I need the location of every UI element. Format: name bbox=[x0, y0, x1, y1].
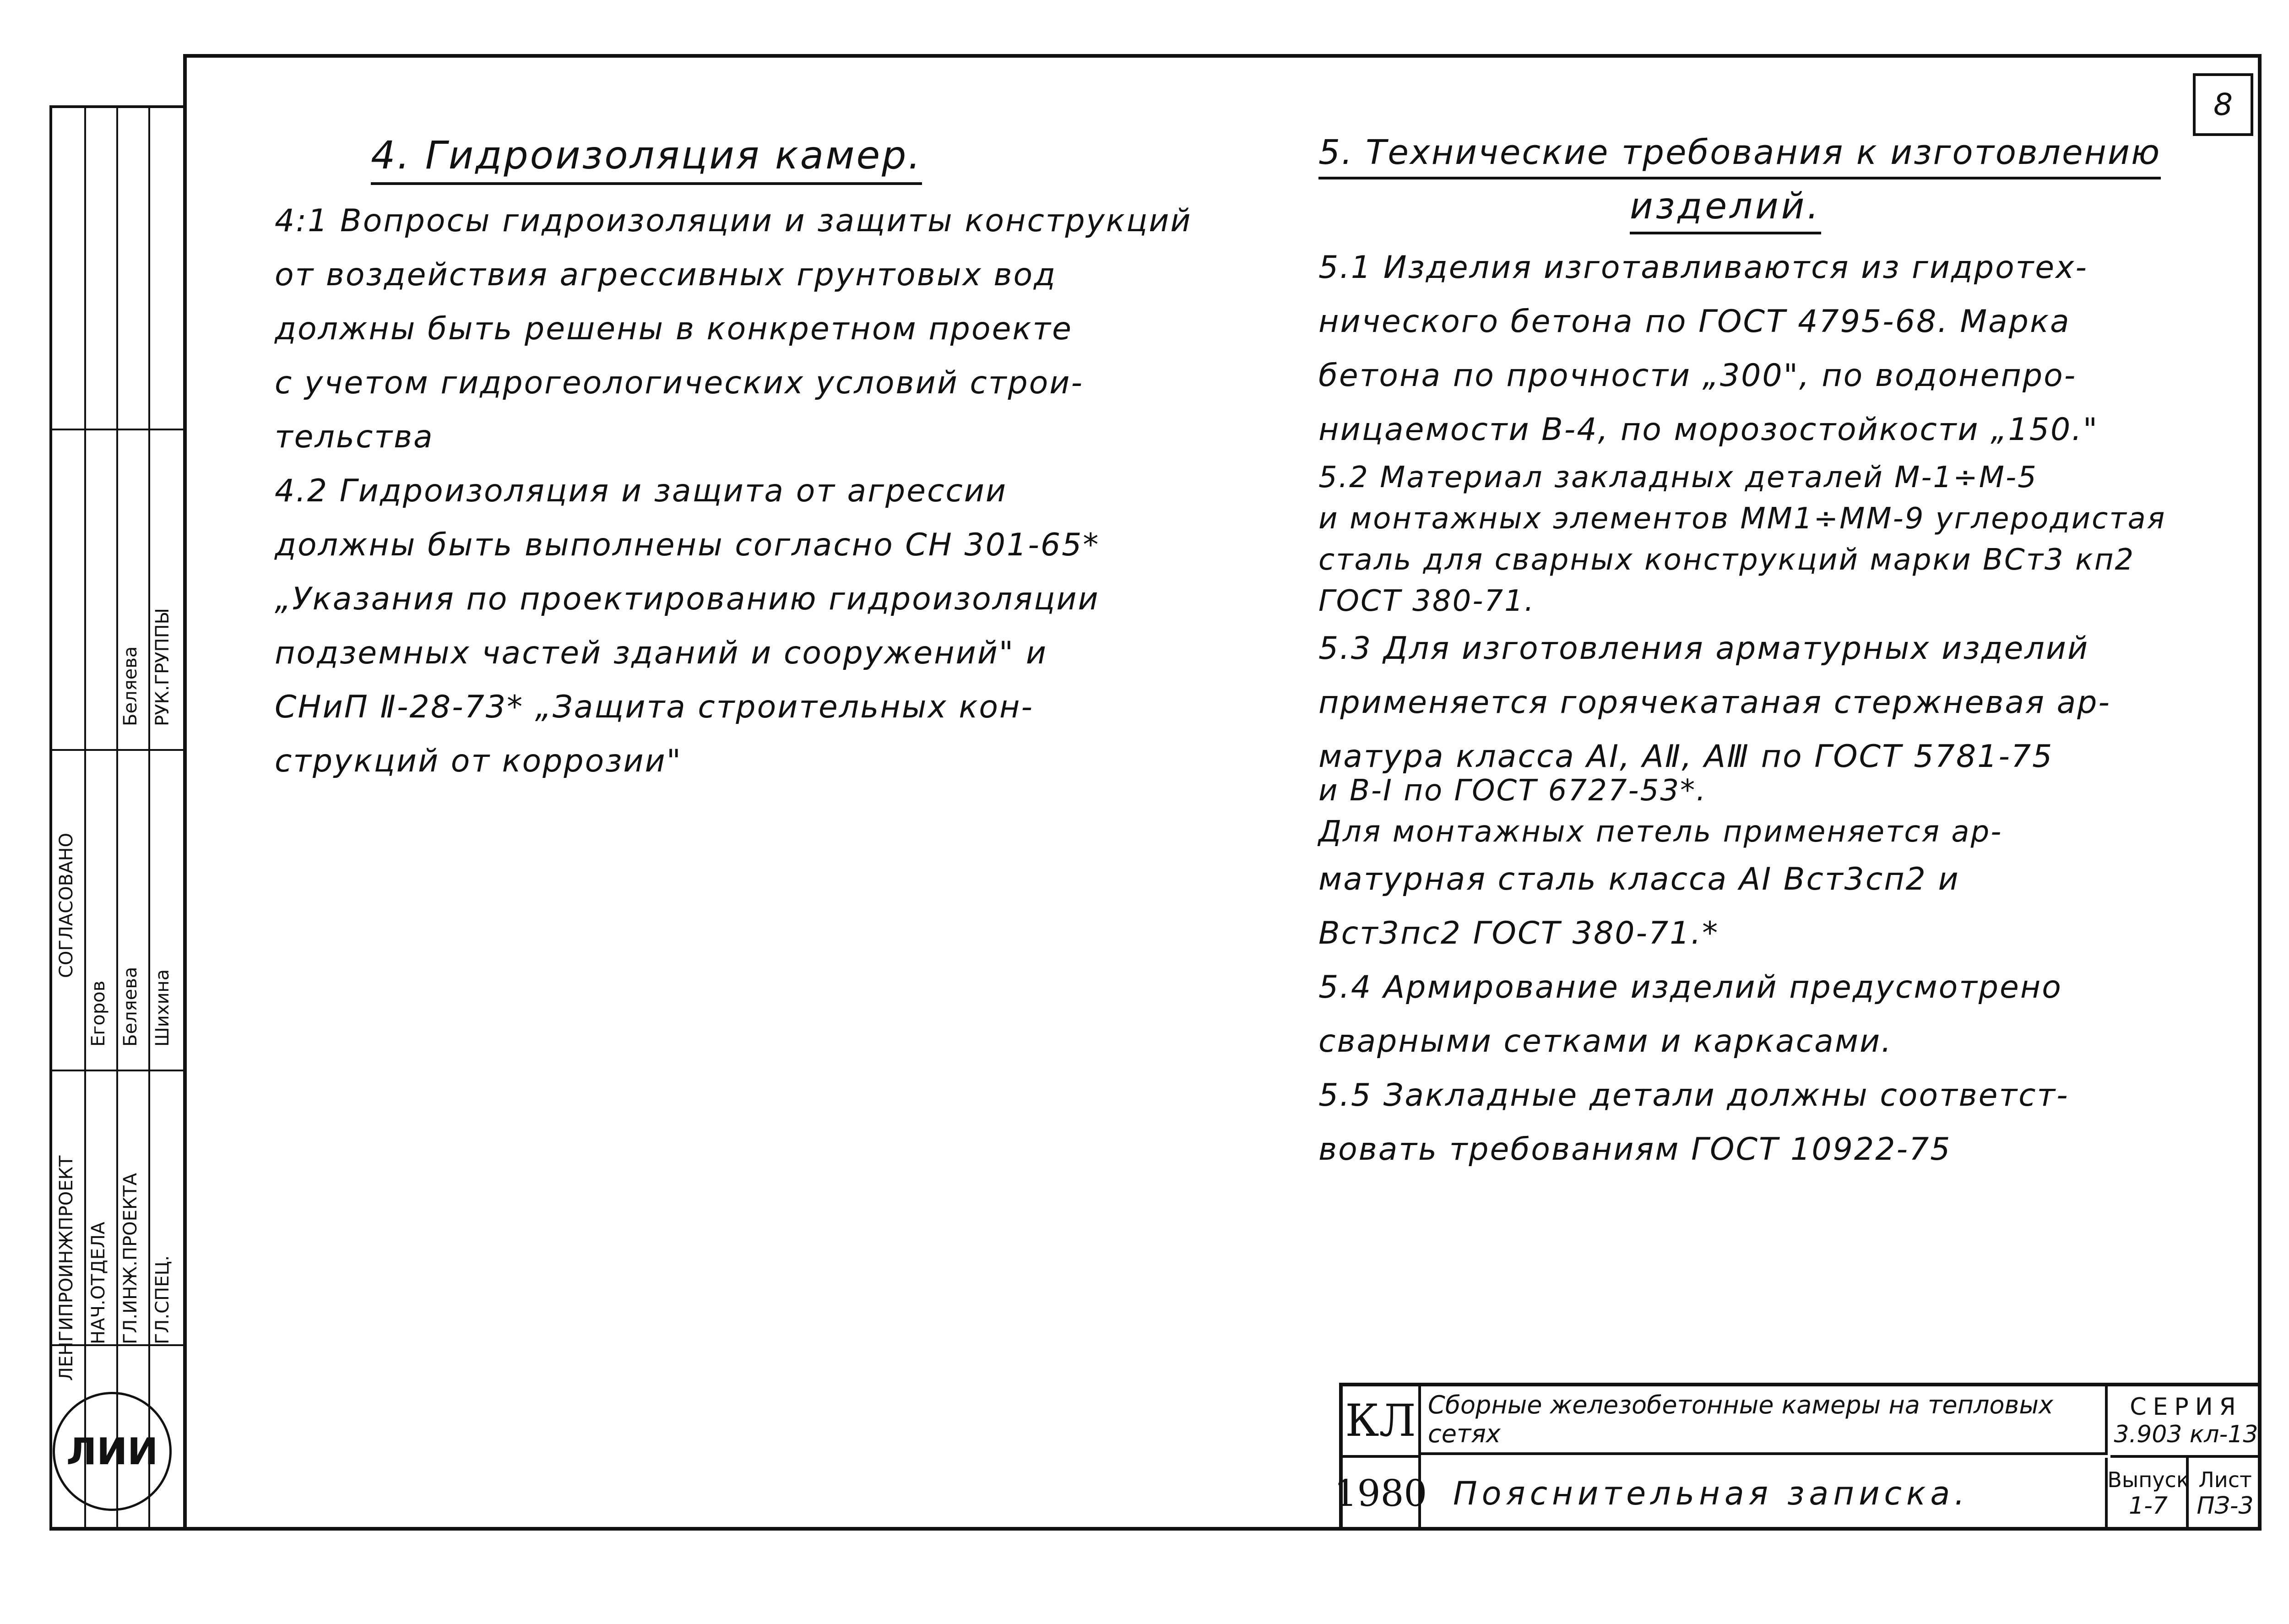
stamp-name: Егоров bbox=[88, 980, 109, 1047]
stamp-divider bbox=[116, 108, 118, 1530]
stamp-name: Беляева bbox=[120, 646, 141, 726]
section-4 bbox=[275, 133, 1296, 788]
sheet-title: Пояснительная записка. bbox=[1421, 1458, 2108, 1529]
project-title: Сборные железобетонные камеры на тепловых сетях bbox=[1421, 1386, 2108, 1455]
stamp-approved: СОГЛАСОВАНО bbox=[56, 832, 77, 978]
stamp-name: Беляева bbox=[120, 967, 141, 1047]
frame-top bbox=[183, 54, 2262, 58]
project-year: 1980 bbox=[1343, 1458, 1421, 1529]
stamp-row-line bbox=[52, 1070, 186, 1071]
issue-cell bbox=[2107, 1458, 2189, 1529]
section-5-heading-cont: изделий. bbox=[1630, 186, 1821, 234]
stamp-row-line bbox=[52, 429, 186, 430]
sheet-cell bbox=[2189, 1458, 2262, 1529]
page-number: 8 bbox=[2193, 73, 2253, 136]
section-5-heading: 5. Технические требования к изготовлению bbox=[1318, 133, 2161, 179]
approval-stamp bbox=[49, 105, 186, 1530]
stamp-divider bbox=[84, 108, 86, 1530]
frame-right bbox=[2258, 54, 2262, 1528]
title-block bbox=[1334, 1383, 2262, 1531]
stamp-row-line bbox=[52, 749, 186, 751]
project-code: КЛ bbox=[1343, 1386, 1421, 1458]
sheet-label: Лист bbox=[2198, 1467, 2252, 1492]
stamp-name: Шихина bbox=[152, 969, 173, 1047]
institute-logo: ЛИИ bbox=[53, 1392, 172, 1511]
paragraph-5-3-end: матурная сталь класса АⅠ Вст3сп2 и Вст3пс2 ГОСТ 380-71.* bbox=[1318, 861, 1960, 951]
stamp-entry: ГЛ.СПЕЦ. bbox=[152, 1255, 173, 1344]
paragraph-4-1: 4:1 Вопросы гидроизоляции и защиты конструкций от воздействия агрессивных грунтовых вод должны быть решены в конкретном проекте с учетом гидрогеологических условий строи- тельства bbox=[275, 203, 1192, 455]
paragraph-5-3: 5.3 Для изготовления арматурных изделий применяется горячекатаная стержневая ар- матура класса АⅠ, АⅡ, АⅢ по ГОСТ 5781-75 bbox=[1318, 630, 2111, 775]
paragraph-5-1: 5.1 Изделия изготавливаются из гидротех- нического бетона по ГОСТ 4795-68. Марка бетона по прочности „300", по водонепро- ницаемости В-4, по морозостойкости „150." bbox=[1318, 250, 2099, 448]
sheet-value: ПЗ-3 bbox=[2197, 1492, 2254, 1520]
issue-label: Выпуск bbox=[2107, 1467, 2189, 1492]
series-cell bbox=[2110, 1386, 2262, 1458]
paragraph-5-3-cont: и В-I по ГОСТ 6727-53*. Для монтажных петель применяется ар- bbox=[1318, 774, 2003, 849]
stamp-entry: ГЛ.ИНЖ.ПРОЕКТА bbox=[120, 1173, 141, 1344]
stamp-divider bbox=[148, 108, 150, 1530]
stamp-entry: РУК.ГРУППЫ bbox=[152, 608, 173, 726]
section-4-heading: 4. Гидроизоляция камер. bbox=[371, 133, 922, 185]
paragraph-5-2: 5.2 Материал закладных деталей М-1÷М-5 и монтажных элементов ММ1÷ММ-9 углеродистая сталь для сварных конструкций марки ВСт3 кп2 ГОСТ 380-71. bbox=[1318, 461, 2166, 618]
section-5 bbox=[1318, 133, 2252, 1177]
series-value: 3.903 кл-13 bbox=[2114, 1421, 2258, 1448]
stamp-entry: НАЧ.ОТДЕЛА bbox=[88, 1222, 109, 1344]
stamp-org: ЛЕНГИПРОИНЖПРОЕКТ bbox=[56, 1155, 77, 1381]
issue-value: 1-7 bbox=[2129, 1492, 2168, 1520]
paragraph-4-2: 4.2 Гидроизоляция и защита от агрессии должны быть выполнены согласно СН 301-65* „Указания по проектированию гидроизоляции подземных частей зданий и сооружений" и СНиП Ⅱ-28-73* „Защита строительных кон- струкций от коррозии" bbox=[275, 473, 1100, 779]
series-label: СЕРИЯ bbox=[2130, 1393, 2242, 1421]
paragraph-5-4: 5.4 Армирование изделий предусмотрено сварными сетками и каркасами. bbox=[1318, 969, 2062, 1059]
paragraph-5-5: 5.5 Закладные детали должны соответст- вовать требованиям ГОСТ 10922-75 bbox=[1318, 1077, 2069, 1168]
